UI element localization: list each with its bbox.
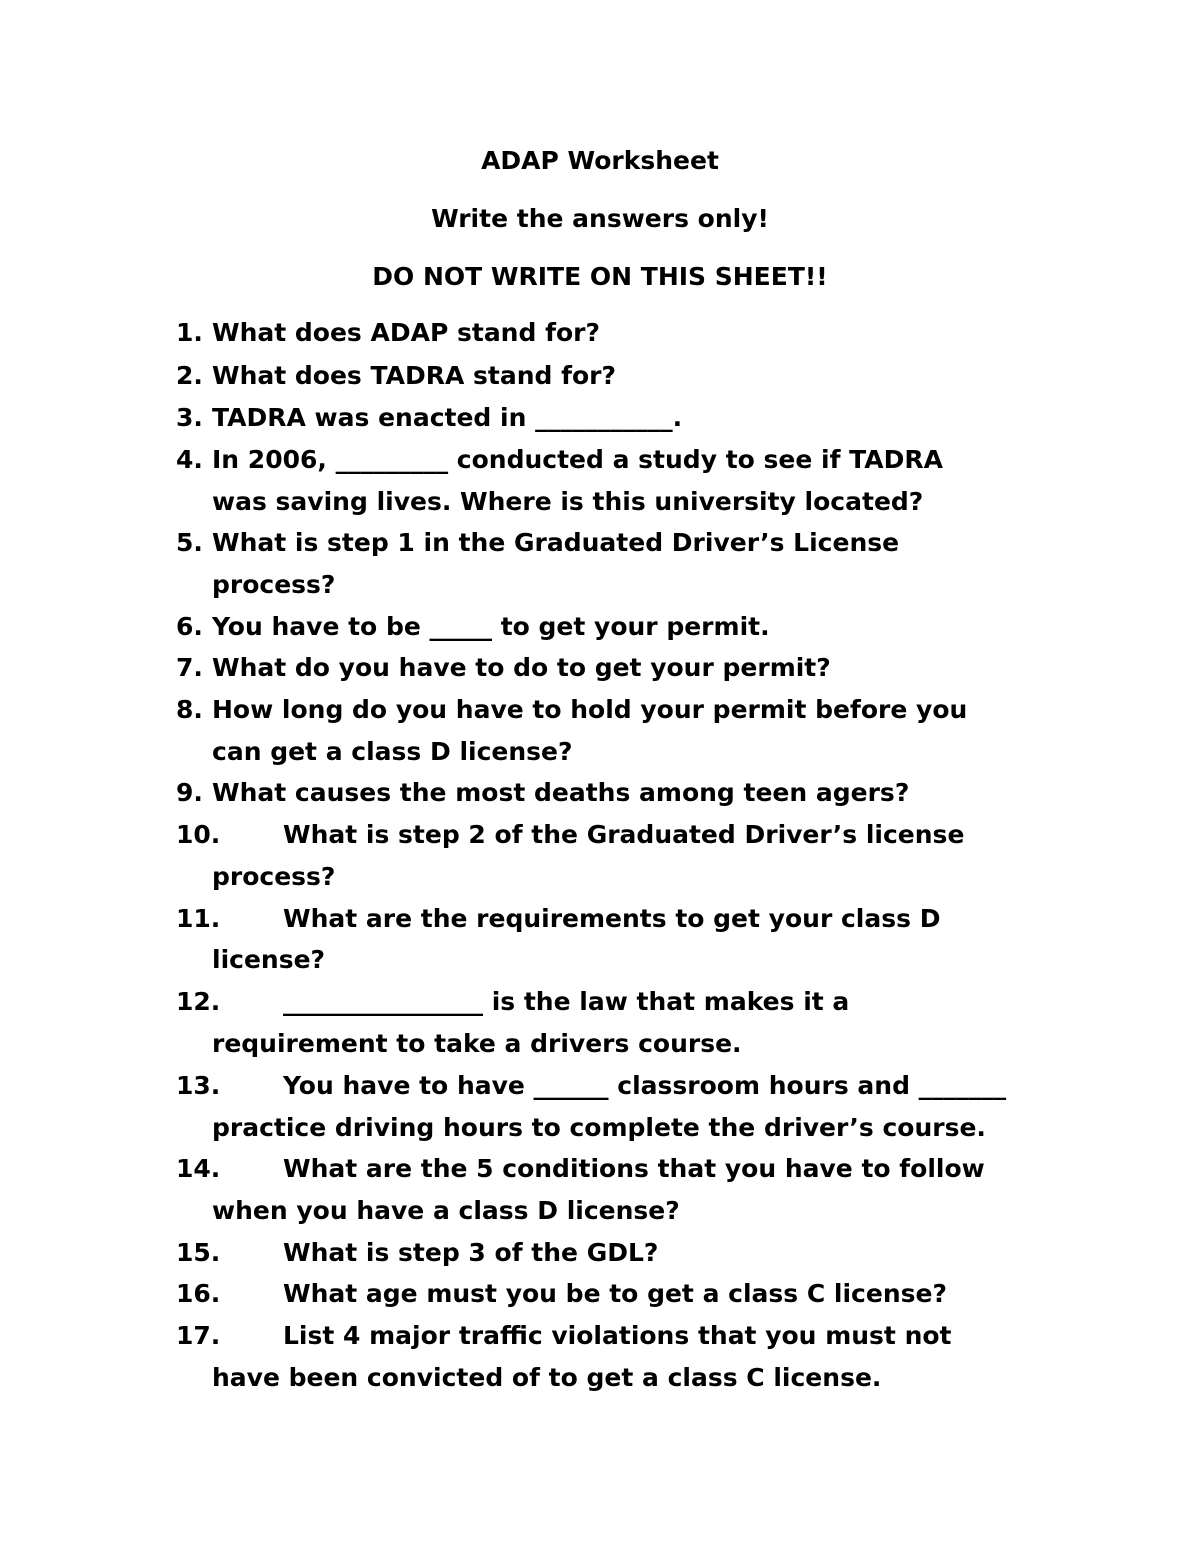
question-7 [176,651,831,685]
question-3 [176,401,682,435]
question-number: 2. [176,361,203,390]
question-text: TADRA was enacted in ___________. [212,403,683,432]
question-10 [176,818,964,852]
question-number: 17. [176,1321,221,1350]
question-text: What is step 3 of the GDL? [283,1238,659,1267]
question-text: What is step 2 of the Graduated Driver’s license [283,820,965,849]
question-number: 7. [176,653,203,682]
question-1 [176,316,600,350]
question-number: 14. [176,1154,221,1183]
question-number: 5. [176,528,203,557]
question-text: What causes the most deaths among teen agers? [212,778,910,807]
question-5-continuation: process? [212,570,336,599]
question-text: What does ADAP stand for? [212,318,600,347]
worksheet-title: ADAP Worksheet [481,146,719,175]
worksheet-instruction: Write the answers only! [431,204,769,233]
question-text: What do you have to do to get your permit? [212,653,831,682]
question-17 [176,1319,952,1353]
question-number: 9. [176,778,203,807]
question-13 [176,1069,1006,1103]
question-9 [176,776,909,810]
question-2 [176,359,616,393]
question-number: 15. [176,1238,221,1267]
question-number: 11. [176,904,221,933]
question-14-continuation: when you have a class D license? [212,1196,680,1225]
question-8 [176,693,967,727]
question-4-continuation: was saving lives. Where is this university located? [212,487,924,516]
question-text: In 2006, _________ conducted a study to see if TADRA [212,445,943,474]
question-11-continuation: license? [212,945,326,974]
question-number: 3. [176,403,203,432]
question-4 [176,443,943,477]
question-17-continuation: have been convicted of to get a class C license. [212,1363,882,1392]
question-text: You have to be _____ to get your permit. [212,612,770,641]
question-number: 10. [176,820,221,849]
question-text: List 4 major traffic violations that you must not [283,1321,952,1350]
question-6 [176,610,770,644]
question-text: You have to have ______ classroom hours and _______ [283,1071,1007,1100]
question-text: ________________ is the law that makes it a [283,987,850,1016]
question-5 [176,526,899,560]
question-15 [176,1236,658,1270]
question-number: 12. [176,987,221,1016]
question-text: What age must you be to get a class C license? [283,1279,947,1308]
question-13-continuation: practice driving hours to complete the driver’s course. [212,1113,986,1142]
question-text: What is step 1 in the Graduated Driver’s License [212,528,900,557]
question-14 [176,1152,985,1186]
question-number: 13. [176,1071,221,1100]
question-number: 6. [176,612,203,641]
question-text: What are the requirements to get your class D [283,904,941,933]
question-12 [176,985,849,1019]
question-text: How long do you have to hold your permit before you [212,695,968,724]
question-11 [176,902,940,936]
question-text: What does TADRA stand for? [212,361,617,390]
question-10-continuation: process? [212,862,336,891]
question-12-continuation: requirement to take a drivers course. [212,1029,742,1058]
question-text: What are the 5 conditions that you have to follow [283,1154,985,1183]
question-number: 4. [176,445,203,474]
question-number: 1. [176,318,203,347]
question-number: 16. [176,1279,221,1308]
worksheet-warning: DO NOT WRITE ON THIS SHEET!! [372,262,828,291]
question-8-continuation: can get a class D license? [212,737,573,766]
question-16 [176,1277,947,1311]
question-number: 8. [176,695,203,724]
